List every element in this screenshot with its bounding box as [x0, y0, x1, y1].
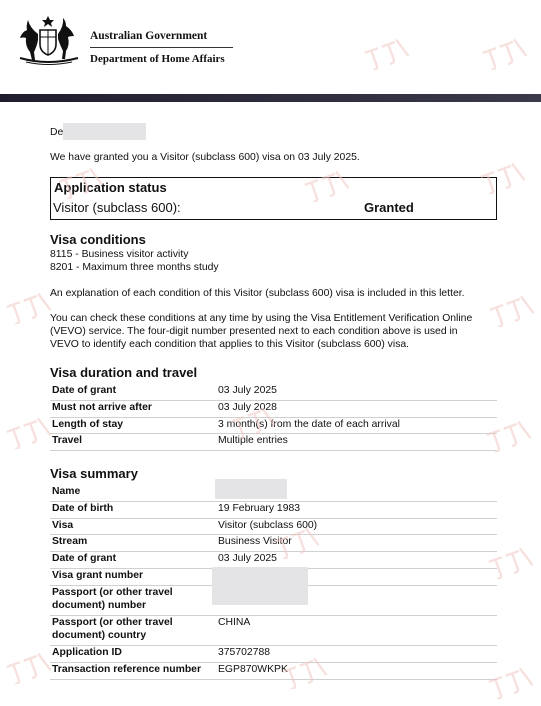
condition-item: 8201 - Maximum three months study — [50, 262, 219, 273]
summary-row — [50, 615, 497, 646]
salutation: De — [50, 127, 64, 138]
summary-row — [50, 501, 497, 519]
duration-row — [50, 433, 497, 451]
government-name: Australian Government — [90, 30, 208, 42]
field-label: Passport (or other travel — [52, 617, 173, 628]
visa-conditions-heading: Visa conditions — [50, 232, 146, 247]
header-divider — [90, 47, 233, 48]
field-label: Must not arrive after — [52, 402, 152, 413]
field-label: Date of grant — [52, 385, 117, 396]
conditions-explanation: An explanation of each condition of this Visitor (subclass 600) visa is included in this letter. — [50, 288, 465, 299]
application-status-value: Granted — [364, 200, 414, 215]
watermark-icon — [2, 290, 52, 324]
field-value: 19 February 1983 — [218, 503, 301, 514]
condition-item: 8115 - Business visitor activity — [50, 249, 189, 260]
summary-row — [50, 534, 497, 552]
summary-row — [50, 518, 497, 535]
watermark-icon — [2, 415, 52, 449]
redacted-recipient — [63, 123, 146, 140]
application-status-visa: Visitor (subclass 600): — [53, 200, 181, 215]
field-label: Date of grant — [52, 553, 117, 564]
watermark-icon — [2, 650, 52, 684]
field-label: Application ID — [52, 647, 122, 658]
field-value: Multiple entries — [218, 435, 288, 446]
field-label: document) country — [52, 630, 147, 641]
field-value: Business Visitor — [218, 536, 292, 547]
application-status-box — [50, 177, 497, 220]
watermark-icon — [485, 293, 535, 327]
duration-row — [50, 417, 497, 434]
coat-of-arms-icon — [14, 14, 84, 70]
grant-intro: We have granted you a Visitor (subclass 600) visa on 03 July 2025. — [50, 152, 360, 163]
field-label: Visa — [52, 520, 74, 531]
duration-row — [50, 400, 497, 418]
field-label: document) number — [52, 600, 147, 611]
vevo-paragraph-line: You can check these conditions at any time by using the Visa Entitlement Verification Online — [50, 313, 473, 324]
vevo-paragraph-line: VEVO to identify each condition that applies to this Visitor (subclass 600) visa. — [50, 339, 410, 350]
field-label: Passport (or other travel — [52, 587, 173, 598]
department-name: Department of Home Affairs — [90, 53, 225, 65]
field-label: Stream — [52, 536, 88, 547]
field-label: Visa grant number — [52, 570, 144, 581]
field-label: Name — [52, 486, 81, 497]
field-label: Travel — [52, 435, 83, 446]
field-value: 3 month(s) from the date of each arrival — [218, 419, 400, 430]
letterhead — [0, 0, 541, 94]
field-label: Transaction reference number — [52, 664, 201, 675]
visa-duration-heading: Visa duration and travel — [50, 365, 198, 380]
field-value: CHINA — [218, 617, 251, 628]
field-value: 375702788 — [218, 647, 271, 658]
field-label: Date of birth — [52, 503, 114, 514]
field-value: EGP870WKPK — [218, 664, 288, 675]
field-label: Length of stay — [52, 419, 124, 430]
visa-summary-heading: Visa summary — [50, 466, 138, 481]
duration-row — [50, 383, 497, 401]
field-value: 03 July 2025 — [218, 553, 277, 564]
redacted-name — [215, 479, 287, 499]
application-status-title: Application status — [54, 180, 167, 195]
vevo-paragraph-line: (VEVO) service. The four-digit number presented next to each condition above is used in — [50, 326, 458, 337]
redacted-grant-and-passport-number — [212, 567, 308, 605]
field-value: 03 July 2028 — [218, 402, 277, 413]
field-value: Visitor (subclass 600) — [218, 520, 318, 531]
field-value: 03 July 2025 — [218, 385, 277, 396]
header-band — [0, 94, 541, 102]
summary-row — [50, 645, 497, 663]
summary-row — [50, 662, 497, 680]
